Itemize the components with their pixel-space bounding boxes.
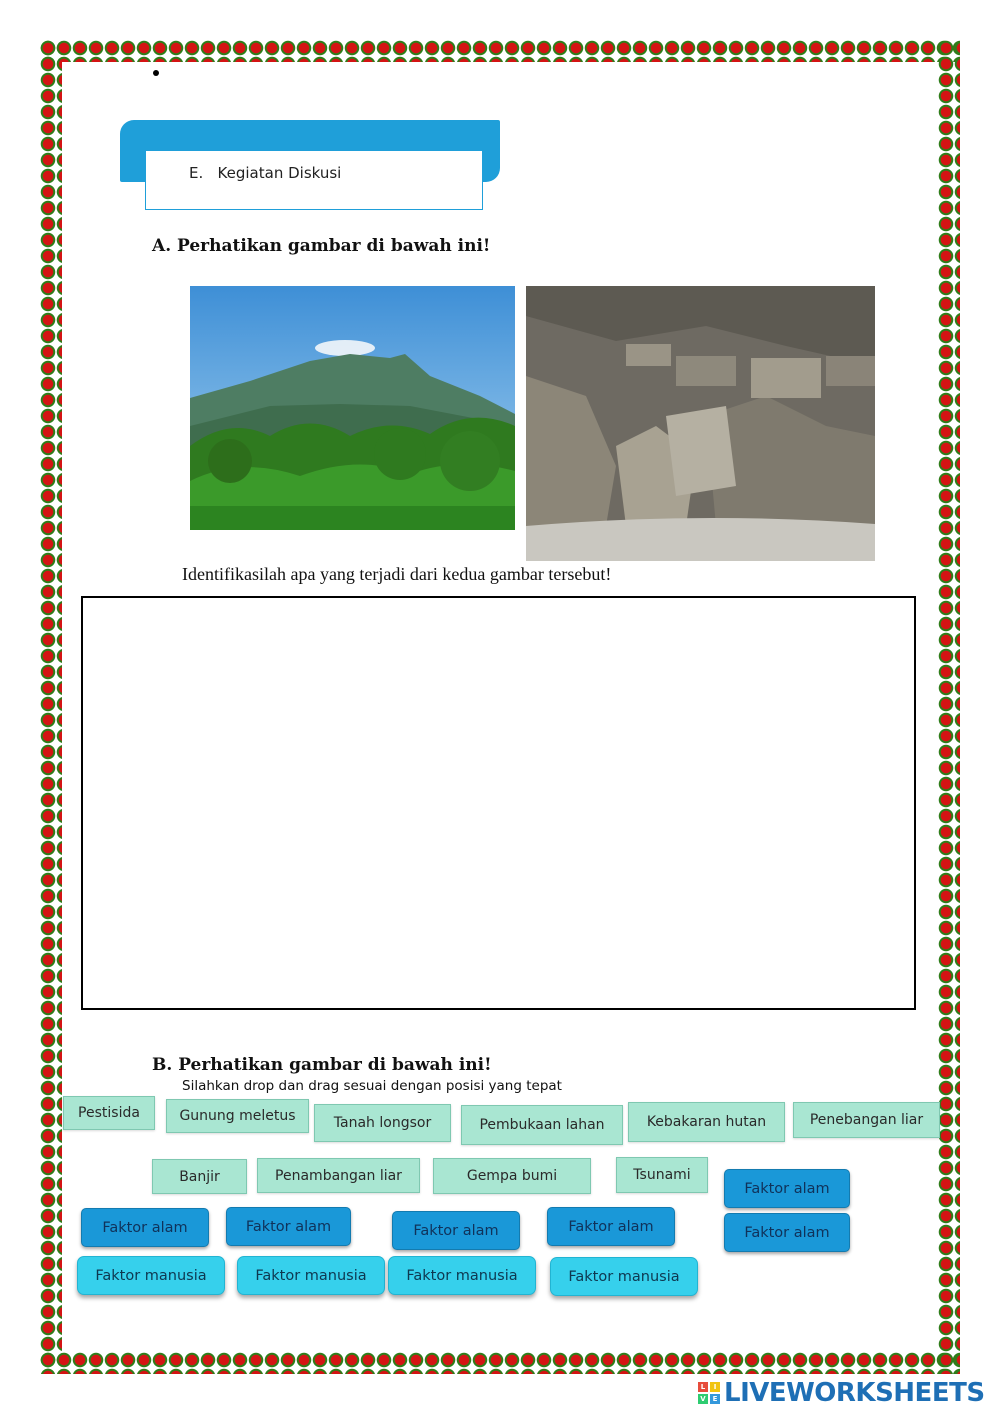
- drag-tag-gempa-bumi[interactable]: Gempa bumi: [433, 1158, 591, 1194]
- decorative-border-bottom: [40, 1352, 960, 1374]
- liveworksheets-logo-icon: L I V E: [698, 1382, 720, 1404]
- bullet-point: [153, 70, 159, 76]
- section-a-instruction: Identifikasilah apa yang terjadi dari kedua gambar tersebut!: [182, 564, 612, 584]
- section-header-label: E. Kegiatan Diskusi: [189, 164, 342, 182]
- drop-target-faktor-alam-1[interactable]: Faktor alam: [724, 1169, 850, 1208]
- section-a-title: A. Perhatikan gambar di bawah ini!: [152, 236, 491, 256]
- drop-target-faktor-manusia-1[interactable]: Faktor manusia: [77, 1256, 225, 1295]
- drop-target-faktor-manusia-4[interactable]: Faktor manusia: [550, 1257, 698, 1296]
- landslide-photo: [526, 286, 875, 561]
- drag-tag-tsunami[interactable]: Tsunami: [616, 1157, 708, 1193]
- drop-target-faktor-manusia-3[interactable]: Faktor manusia: [388, 1256, 536, 1295]
- drag-tag-penebangan-liar[interactable]: Penebangan liar: [793, 1102, 940, 1138]
- drop-target-faktor-alam-2[interactable]: Faktor alam: [724, 1213, 850, 1252]
- drag-tag-banjir[interactable]: Banjir: [152, 1159, 247, 1194]
- drag-tag-penambangan-liar[interactable]: Penambangan liar: [257, 1158, 420, 1193]
- drop-target-faktor-manusia-2[interactable]: Faktor manusia: [237, 1256, 385, 1295]
- decorative-border-top: [40, 40, 960, 62]
- drop-target-faktor-alam-3[interactable]: Faktor alam: [81, 1208, 209, 1247]
- drag-tag-kebakaran-hutan[interactable]: Kebakaran hutan: [628, 1102, 785, 1142]
- mountain-photo: [190, 286, 515, 530]
- decorative-border-right: [938, 40, 960, 1374]
- section-header-box: [145, 150, 483, 210]
- answer-text-box[interactable]: [81, 596, 916, 1010]
- decorative-border-left: [40, 40, 62, 1374]
- drag-tag-tanah-longsor[interactable]: Tanah longsor: [314, 1104, 451, 1142]
- drop-target-faktor-alam-5[interactable]: Faktor alam: [392, 1211, 520, 1250]
- liveworksheets-logo-text: LIVEWORKSHEETS: [724, 1378, 985, 1408]
- section-b-subtitle: Silahkan drop dan drag sesuai dengan posisi yang tepat: [182, 1078, 562, 1094]
- drag-tag-gunung-meletus[interactable]: Gunung meletus: [166, 1099, 309, 1133]
- liveworksheets-logo: [698, 1378, 985, 1408]
- drop-target-faktor-alam-4[interactable]: Faktor alam: [226, 1207, 351, 1246]
- drag-tag-pestisida[interactable]: Pestisida: [63, 1096, 155, 1130]
- drag-tag-pembukaan-lahan[interactable]: Pembukaan lahan: [461, 1105, 623, 1145]
- drop-target-faktor-alam-6[interactable]: Faktor alam: [547, 1207, 675, 1246]
- section-b-title: B. Perhatikan gambar di bawah ini!: [152, 1055, 492, 1075]
